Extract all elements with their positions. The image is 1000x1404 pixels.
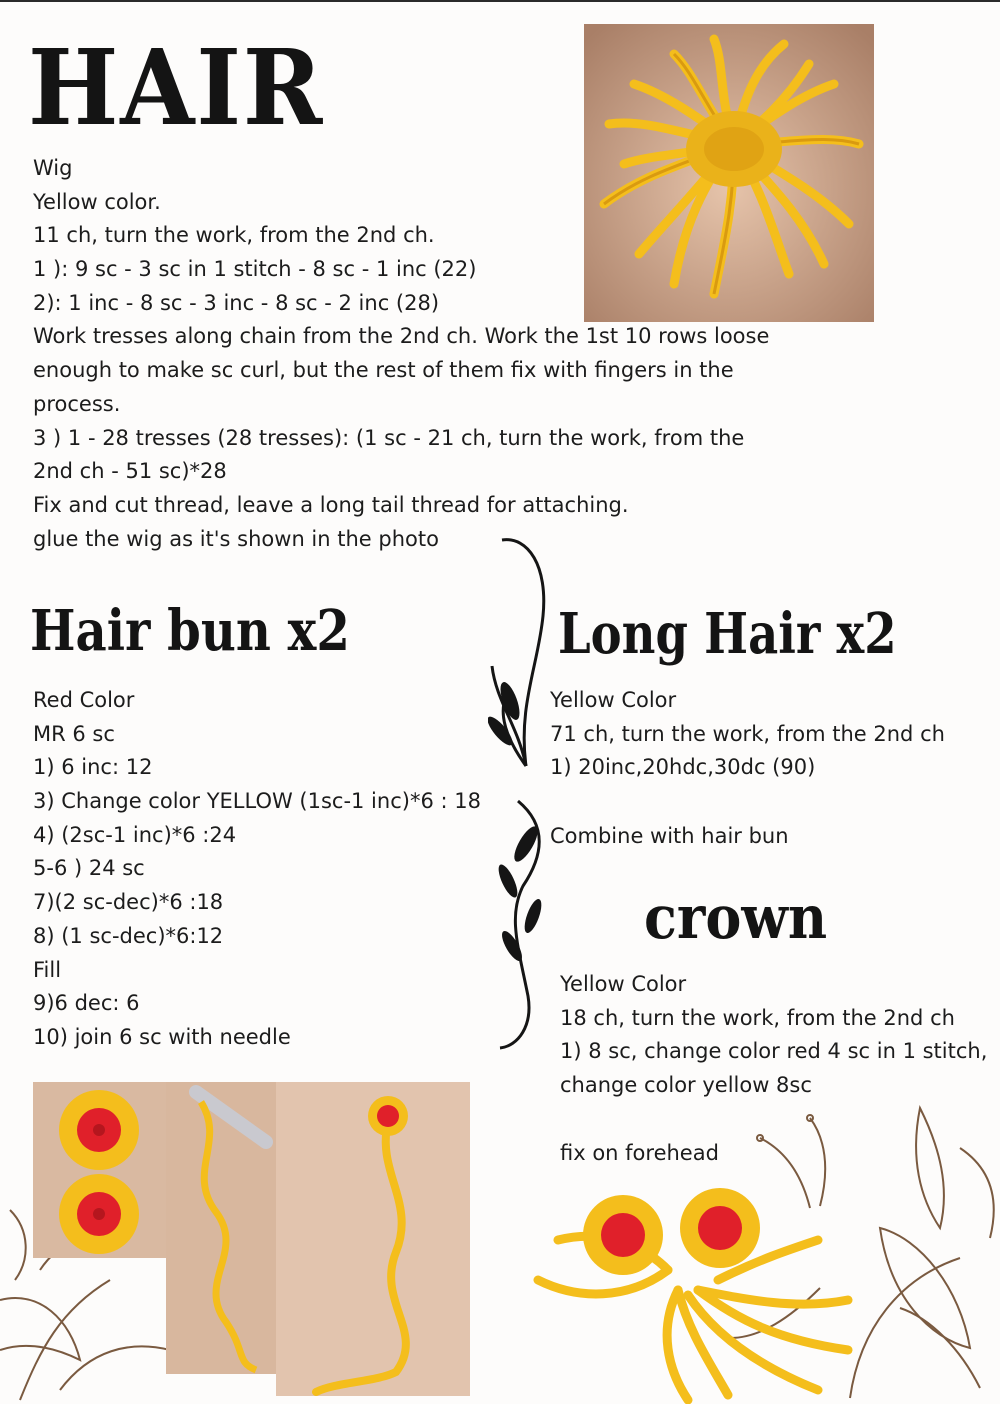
- instruction-line: 1) 20inc,20hdc,30dc (90): [550, 755, 816, 780]
- instruction-line: fix on forehead: [560, 1141, 719, 1165]
- instruction-line: Yellow color.: [33, 189, 161, 214]
- hair-title: HAIR: [28, 26, 325, 149]
- hair-bun-photo: [33, 1082, 169, 1258]
- instruction-line: 8) (1 sc-dec)*6:12: [33, 923, 224, 948]
- hair-bun-title: Hair bun x2: [30, 598, 350, 664]
- instruction-line: Red Color: [33, 688, 135, 712]
- instruction-line: Work tresses along chain from the 2nd ch. Work the 1st 10 rows loose: [33, 324, 770, 349]
- instruction-line: 1) 8 sc, change color red 4 sc in 1 stitch,: [560, 1039, 988, 1064]
- instruction-line: 2nd ch - 51 sc)*28: [33, 459, 227, 484]
- instruction-line: 1) 6 inc: 12: [33, 755, 153, 780]
- crown-finished-photo: [518, 1180, 858, 1404]
- long-hair-illustration: [276, 1082, 470, 1396]
- instruction-line: 4) (2sc-1 inc)*6 :24: [33, 822, 237, 847]
- instruction-line: 10) join 6 sc with needle: [33, 1024, 291, 1049]
- hair-buns-illustration: [33, 1082, 169, 1258]
- hair-bun-instructions: [33, 684, 481, 1055]
- instruction-line: glue the wig as it's shown in the photo: [33, 526, 439, 551]
- instruction-line: 18 ch, turn the work, from the 2nd ch: [560, 1005, 955, 1030]
- instruction-line: Fill: [33, 957, 62, 982]
- instruction-line: 1 ): 9 sc - 3 sc in 1 stitch - 8 sc - 1 inc (22): [33, 257, 477, 282]
- instruction-line: 5-6 ) 24 sc: [33, 856, 145, 881]
- instruction-line: 71 ch, turn the work, from the 2nd ch: [550, 721, 945, 746]
- instruction-line: Yellow Color: [550, 688, 677, 712]
- instruction-line: 3) Change color YELLOW (1sc-1 inc)*6 : 18: [33, 789, 481, 814]
- instruction-line: Fix and cut thread, leave a long tail thread for attaching.: [33, 492, 629, 517]
- crown-instructions: [560, 968, 987, 1103]
- instruction-line: 11 ch, turn the work, from the 2nd ch.: [33, 223, 435, 248]
- instruction-line: change color yellow 8sc: [560, 1073, 812, 1098]
- crochet-hook-illustration: [166, 1082, 276, 1374]
- long-hair-note: [550, 820, 789, 854]
- instruction-line: 2): 1 inc - 8 sc - 3 inc - 8 sc - 2 inc (28): [33, 290, 440, 315]
- instruction-line: process.: [33, 391, 121, 416]
- flourish-divider: [488, 526, 558, 1056]
- wig-photo: [584, 24, 874, 322]
- instruction-line: Combine with hair bun: [550, 824, 789, 848]
- long-hair-title: Long Hair x2: [558, 601, 897, 667]
- instruction-line: MR 6 sc: [33, 721, 115, 746]
- long-hair-photo: [276, 1082, 470, 1396]
- long-hair-instructions: [550, 684, 945, 785]
- instruction-line: 7)(2 sc-dec)*6 :18: [33, 890, 224, 915]
- instruction-line: 9)6 dec: 6: [33, 991, 140, 1016]
- crown-note: [560, 1137, 719, 1171]
- instruction-line: enough to make sc curl, but the rest of them fix with fingers in the: [33, 358, 734, 383]
- instruction-line: 3 ) 1 - 28 tresses (28 tresses): (1 sc - 21 ch, turn the work, from the: [33, 425, 745, 450]
- crochet-progress-photo: [166, 1082, 276, 1374]
- crown-title: crown: [644, 883, 828, 953]
- top-border: [0, 0, 1000, 2]
- instruction-line: Yellow Color: [560, 972, 687, 996]
- wig-illustration: [584, 24, 874, 322]
- instruction-line: Wig: [33, 156, 73, 180]
